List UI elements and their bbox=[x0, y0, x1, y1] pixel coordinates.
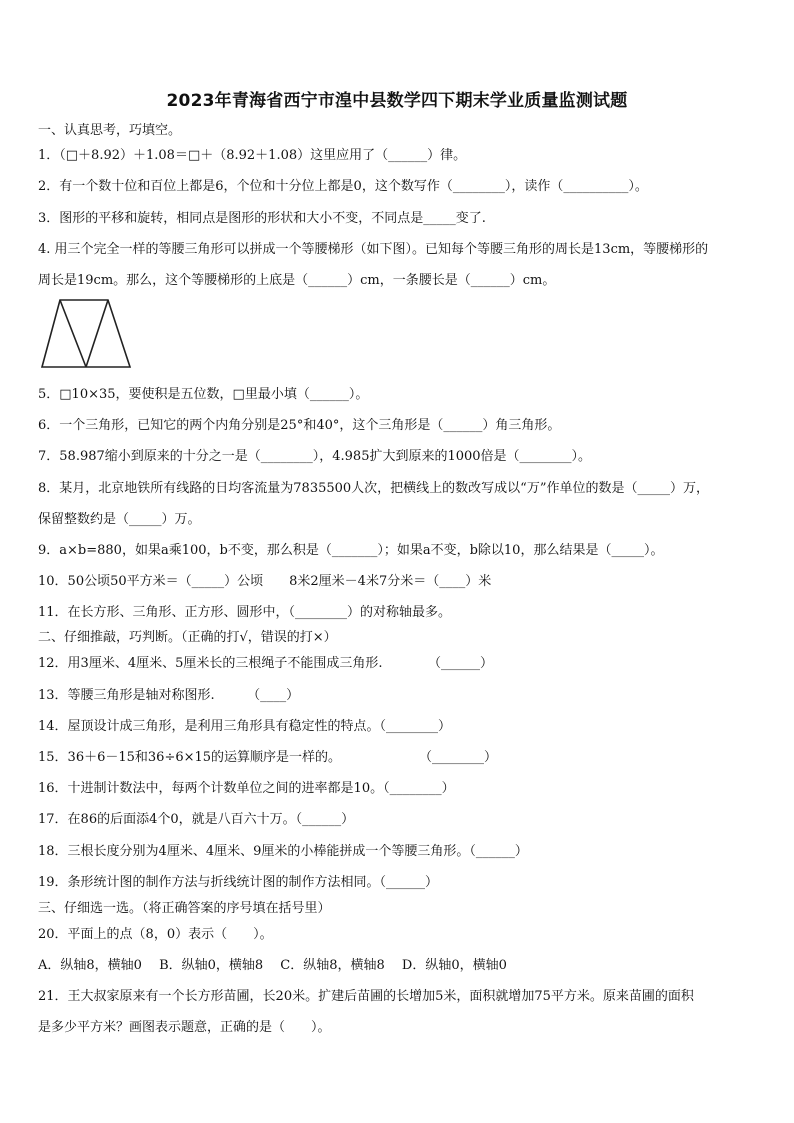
page-title: 2023年青海省西宁市湟中县数学四下期末学业质量监测试题 bbox=[166, 91, 628, 111]
question-18: 18．三根长度分别为4厘米、4厘米、9厘米的小棒能拼成一个等腰三角形。（______） bbox=[38, 844, 528, 859]
question-2: 2．有一个数十位和百位上都是6，个位和十分位上都是0，这个数写作（________），读作（__________）。 bbox=[38, 179, 648, 194]
question-8-line-1: 8．某月，北京地铁所有线路的日均客流量为7835500人次，把横线上的数改写成以“万”作单位的数是（_____）万， bbox=[38, 481, 709, 496]
question-14: 14．屋顶设计成三角形，是利用三角形具有稳定性的特点。（________） bbox=[38, 719, 452, 734]
section-2-heading: 二、仔细推敲，巧判断。（正确的打√，错误的打×） bbox=[38, 630, 337, 645]
question-20-options: A．纵轴8，横轴0 B．纵轴0，横轴8 C．纵轴8，横轴8 D．纵轴0，横轴0 bbox=[38, 958, 507, 973]
question-19: 19．条形统计图的制作方法与折线统计图的制作方法相同。（______） bbox=[38, 875, 439, 890]
question-7: 7．58.987缩小到原来的十分之一是（________），4.985扩大到原来的1000倍是（________）。 bbox=[38, 449, 592, 464]
triangle-divider-left bbox=[60, 300, 86, 367]
trapezoid-outline bbox=[42, 300, 130, 367]
question-8-line-2: 保留整数约是（_____）万。 bbox=[38, 512, 201, 527]
question-17: 17．在86的后面添4个0，就是八百六十万。（______） bbox=[38, 812, 355, 827]
question-6: 6．一个三角形，已知它的两个内角分别是25°和40°，这个三角形是（______）角三角形。 bbox=[38, 418, 561, 433]
question-15: 15．36＋6－15和36÷6×15的运算顺序是一样的。 （________） bbox=[38, 750, 498, 765]
question-16: 16．十进制计数法中，每两个计数单位之间的进率都是10。（________） bbox=[38, 781, 455, 796]
question-3: 3．图形的平移和旋转，相同点是图形的形状和大小不变，不同点是_____变了. bbox=[38, 211, 486, 226]
question-21-line-1: 21．王大叔家原来有一个长方形苗圃，长20米。扩建后苗圃的长增加5米，面积就增加75平方米。原来苗圃的面积 bbox=[38, 989, 694, 1004]
question-11: 11．在长方形、三角形、正方形、圆形中，（________）的对称轴最多。 bbox=[38, 605, 452, 620]
question-13: 13．等腰三角形是轴对称图形. （____） bbox=[38, 688, 300, 703]
question-5: 5．□10×35，要使积是五位数，□里最小填（______）。 bbox=[38, 387, 369, 402]
question-10: 10．50公顷50平方米＝（_____）公顷 8米2厘米－4米7分米＝（____）米 bbox=[38, 574, 492, 589]
section-1-heading: 一、认真思考，巧填空。 bbox=[38, 123, 182, 138]
question-4-line-1: 4. 用三个完全一样的等腰三角形可以拼成一个等腰梯形（如下图）。已知每个等腰三角形的周长是13cm，等腰梯形的 bbox=[38, 242, 709, 257]
question-4-line-2: 周长是19cm。那么，这个等腰梯形的上底是（______）cm，一条腰长是（______）cm。 bbox=[38, 273, 556, 288]
question-9: 9．a×b=880，如果a乘100，b不变，那么积是（_______）；如果a不变，b除以10，那么结果是（_____）。 bbox=[38, 543, 664, 558]
question-1: 1．（□＋8.92）＋1.08＝□＋（8.92＋1.08）这里应用了（______）律。 bbox=[38, 148, 467, 163]
section-3-heading: 三、仔细选一选。（将正确答案的序号填在括号里） bbox=[38, 901, 331, 916]
question-20: 20．平面上的点（8，0）表示（ ）。 bbox=[38, 927, 273, 942]
triangle-divider-right bbox=[86, 300, 108, 367]
question-21-line-2: 是多少平方米？画图表示题意，正确的是（ ）。 bbox=[38, 1020, 331, 1035]
trapezoid-figure bbox=[38, 296, 136, 372]
question-12: 12．用3厘米、4厘米、5厘米长的三根绳子不能围成三角形. （______） bbox=[38, 656, 493, 671]
